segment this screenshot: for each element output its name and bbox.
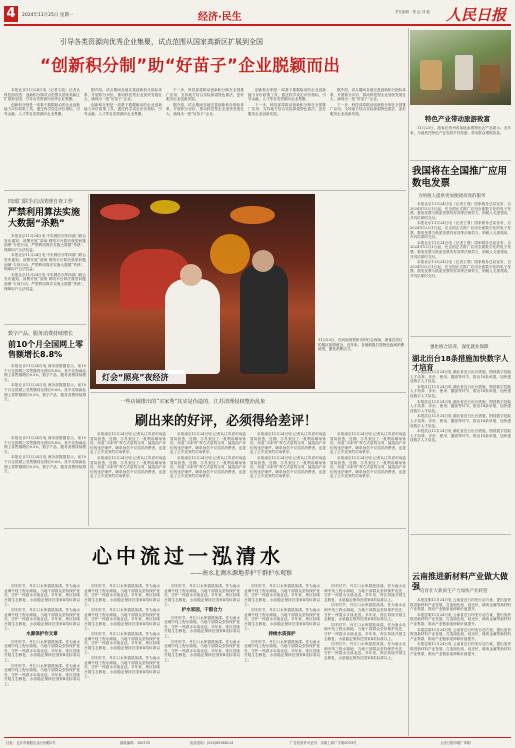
bottom-story-para: 初冬时节，丹江口水库碧波荡漾。作为南水北调中线工程水源地，当地干部群众坚持保护优先，守护一库碧水永续北送。多年来，库区持续开展生态修复，水质稳定保持在国家Ⅱ类标准以上。 [4, 584, 80, 607]
left-story2-para-d: 本报北京11月24日电 商务部数据显示，前10个月全国网上零售额同比增长8.8%，其中实物商品网上零售额增长8.3%，数字产品、服务消费持续增长。 [4, 455, 86, 474]
editor-line: 责任编辑：程 远 刘 健 [395, 10, 430, 14]
middle-story-para-f: 本报南京11月24日电 记者从江苏省市场监管局获悉，近期，江苏查处了一批利用刷单炒信、伪造“买家秀”等方式虚构交易、编造用户评价的违法案件。刷单炒信不仅误导消费者，也扰乱了公平竞争的市场秩序。 [250, 455, 326, 479]
right-story3-headline: 云南推进新材料产业做大做强 [412, 572, 508, 591]
bottom-story-para-o: 初冬时节，丹江口水库碧波荡漾。作为南水北调中线工程水源地，当地干部群众坚持保护优先，守护一库碧水永续北送。多年来，库区持续开展生态修复，水质稳定保持在国家Ⅱ类标准以上。 [324, 584, 406, 602]
left-story1-kicker: 四部门联手启动清理自查工作 [8, 199, 74, 205]
main-para-3c: 下一步，科技部将推动创新积分制在全国推广应用，支持地方结合实际探索特色做法，更好服务企业创新发展。 [330, 102, 406, 116]
top-right-headline: 特色产业带动旅游致富 [425, 115, 490, 123]
middle-story-para-d: 本报南京11月24日电 记者从江苏省市场监管局获悉，近期，江苏查处了一批利用刷单炒信、伪造“买家秀”等方式虚构交易、编造用户评价的违法案件。刷单炒信不仅误导消费者，也扰乱了公平竞争的市场秩序。 [170, 455, 246, 479]
main-story-col3 [166, 88, 244, 186]
footer-ad: 广告经营许可证号：京朝工商广字第0053号 [290, 741, 357, 745]
column-divider [408, 28, 409, 736]
main-kicker: 引导各类资源向优秀企业集聚，试点范围从国家高新区扩展到全国 [60, 38, 263, 46]
top-right-text: 11月23日，游客在贵州省某地参观特色农产品展示。近年来，当地依托特色产业发展乡村旅游，带动群众增收致富。 [410, 126, 511, 135]
bottom-story-para-c: 初冬时节，丹江口水库碧波荡漾。作为南水北调中线工程水源地，当地干部群众坚持保护优先，守护一库碧水永续北送。多年来，库区持续开展生态修复，水质稳定保持在国家Ⅱ类标准以上。 [4, 639, 80, 662]
left-story2-text-cont [4, 436, 86, 528]
bottom-story-para-f: 初冬时节，丹江口水库碧波荡漾。作为南水北调中线工程水源地，当地干部群众坚持保护优先，守护一库碧水永续北送。多年来，库区持续开展生态修复，水质稳定保持在国家Ⅱ类标准以上。 [84, 607, 160, 631]
top-right-photo [410, 30, 511, 105]
bottom-story-col4 [244, 584, 320, 734]
middle-story-para-g: 本报南京11月24日电 记者从江苏省市场监管局获悉，近期，江苏查处了一批利用刷单炒信、伪造“买家秀”等方式虚构交易、编造用户评价的违法案件。刷单炒信不仅误导消费者，也扰乱了公平竞争的市场秩序。 [330, 432, 406, 455]
right-story1-headline: 我国将在全国推广应用数电发票 [412, 166, 508, 189]
middle-story-col2 [170, 432, 246, 524]
bottom-story-col3 [164, 584, 240, 734]
bottom-section-2: 护水家园，干群合力 [181, 607, 223, 613]
bottom-section-3: 持续水质保护 [268, 631, 296, 637]
right-story2-headline: 湖北出台18条措施加快数字人才培育 [412, 354, 509, 372]
left-story1-para-c: 本报北京11月24日电 中央网信办等四部门联合发布通知，部署开展“清朗·网络平台算法典型问题治理”专项行动，严禁利用算法实施大数据“杀熟”，保障用户合法权益。 [4, 272, 86, 291]
main-story-col5 [330, 88, 406, 186]
right-story3-para-c: 本报昆明11月24日电 云南省近日印发行动方案，提出加快推进新材料产业发展，打造绿色铝、硅光伏、稀贵金属等新材料产业集群，推动产业链条延伸和价值提升。 [410, 627, 511, 641]
divider [90, 392, 406, 393]
bottom-section-1: 水源保护作文章 [26, 631, 58, 637]
main-lead: 本报北京11月24日电（记者王政）记者从科技部获悉：创新积分制试点范围从国家高新区扩展到全国，引导各类资源向优秀企业集聚。 [4, 88, 80, 102]
page-number: 4 [4, 6, 18, 22]
right-story2-para: 本报武汉11月24日电 湖北省近日出台措施，围绕数字技能人才培养、评价、使用、激励等环节，推出18条举措，加快建设数字人才队伍。 [410, 370, 511, 384]
header-rule [4, 24, 511, 26]
bottom-story-para-k: 初冬时节，丹江口水库碧波荡漾。作为南水北调中线工程水源地，当地干部群众坚持保护优先，守护一库碧水永续北送。多年来，库区持续开展生态修复，水质稳定保持在国家Ⅱ类标准以上。 [164, 639, 240, 662]
middle-story-col1 [90, 432, 166, 524]
left-story1-headline: 严禁利用算法实施大数据“杀熟” [8, 208, 81, 229]
middle-story-para-e: 本报南京11月24日电 记者从江苏省市场监管局获悉，近期，江苏查处了一批利用刷单炒信、伪造“买家秀”等方式虚构交易、编造用户评价的违法案件。刷单炒信不仅误导消费者，也扰乱了公平竞争的市场秩序。 [250, 432, 326, 455]
bottom-story-col5 [324, 584, 406, 734]
middle-story-col4 [330, 432, 406, 524]
right-story3-text [410, 598, 511, 734]
footer-print: 人民日报印刷厂印刷 [440, 741, 471, 745]
left-story2-para-b: 本报北京11月24日电 商务部数据显示，前10个月全国网上零售额同比增长8.8%，其中实物商品网上零售额增长8.3%，数字产品、服务消费持续增长。 [4, 383, 86, 402]
footer-phone: 电话查询：(010)65368114 [190, 741, 234, 745]
right-story2-para-d: 本报武汉11月24日电 湖北省近日出台措施，围绕数字技能人才培养、评价、使用、激励等环节，推出18条举措，加快建设数字人才队伍。 [410, 414, 511, 428]
footer-code: 邮政编码：100733 [120, 741, 150, 745]
left-story1-para-b: 本报北京11月24日电 中央网信办等四部门联合发布通知，部署开展“清朗·网络平台算法典型问题治理”专项行动，严禁利用算法实施大数据“杀熟”，保障用户合法权益。 [4, 253, 86, 272]
bottom-story-para-d: 初冬时节，丹江口水库碧波荡漾。作为南水北调中线工程水源地，当地干部群众坚持保护优先，守护一库碧水永续北送。多年来，库区持续开展生态修复，水质稳定保持在国家Ⅱ类标准以上。 [4, 663, 80, 686]
bottom-story-para-e: 初冬时节，丹江口水库碧波荡漾。作为南水北调中线工程水源地，当地干部群众坚持保护优先，守护一库碧水永续北送。多年来，库区持续开展生态修复，水质稳定保持在国家Ⅱ类标准以上。 [84, 584, 160, 607]
bottom-story-para-l: 初冬时节，丹江口水库碧波荡漾。作为南水北调中线工程水源地，当地干部群众坚持保护优先，守护一库碧水永续北送。多年来，库区持续开展生态修复，水质稳定保持在国家Ⅱ类标准以上。 [244, 584, 320, 607]
right-story1-text [410, 202, 511, 332]
right-story1-para-b: 本报北京11月24日电（记者王观）国家税务总局宣布，自2024年12月1日起，在全国正式推广应用全面数字化的电子发票。数电发票与纸质发票具有同等法律效力，纳税人无需领用，开具后即时交付。 [410, 221, 511, 240]
right-story2-kicker: 强化统合培养，深化就业保障 [430, 345, 489, 350]
right-story3-sub: 培育壮大新质生产力加快产业转型 [420, 589, 488, 594]
photo-caption: 11月23日，在河南省郑州市的灯会现场，游客在亮灯的展区拍照留念。近年来，各地积极打造特色夜间消费场景，激发消费活力。 [318, 338, 405, 352]
date-line: 2024年11月25日 星期一 [22, 13, 74, 18]
middle-story-para-c: 本报南京11月24日电 记者从江苏省市场监管局获悉，近期，江苏查处了一批利用刷单炒信、伪造“买家秀”等方式虚构交易、编造用户评价的违法案件。刷单炒信不仅误导消费者，也扰乱了公平竞争的市场秩序。 [170, 432, 246, 455]
bottom-story-col1 [4, 584, 80, 734]
divider [4, 528, 406, 529]
right-story2-text [410, 370, 511, 530]
main-para-2b: 据介绍，试点期间各地完善创新积分指标体系，开展积分评价，推动科技型企业加快发展壮大，涌现出一批“好苗子”企业。 [166, 102, 244, 116]
divider [410, 534, 511, 535]
left-story1-text [4, 234, 86, 322]
right-story2-para-e: 本报武汉11月24日电 湖北省近日出台措施，围绕数字技能人才培养、评价、使用、激励等环节，推出18条举措，加快建设数字人才队伍。 [410, 429, 511, 443]
left-story2-kicker: 数字产品、服务消费持续增长 [8, 331, 74, 337]
main-story-col1 [4, 88, 80, 186]
main-para-3: 下一步，科技部将推动创新积分制在全国推广应用，支持地方结合实际探索特色做法，更好服务企业创新发展。 [166, 88, 244, 102]
main-story-col4 [248, 88, 326, 186]
column-divider [88, 194, 89, 526]
bottom-story-para-j: 初冬时节，丹江口水库碧波荡漾。作为南水北调中线工程水源地，当地干部群众坚持保护优先，守护一库碧水永续北送。多年来，库区持续开展生态修复，水质稳定保持在国家Ⅱ类标准以上。 [164, 615, 240, 638]
right-story3-para: 本报昆明11月24日电 云南省近日印发行动方案，提出加快推进新材料产业发展，打造绿色铝、硅光伏、稀贵金属等新材料产业集群，推动产业链条延伸和价值提升。 [410, 598, 511, 612]
bottom-story-para-p: 初冬时节，丹江口水库碧波荡漾。作为南水北调中线工程水源地，当地干部群众坚持保护优先，守护一库碧水永续北送。多年来，库区持续开展生态修复，水质稳定保持在国家Ⅱ类标准以上。 [324, 603, 406, 622]
main-para-1: 创新积分制是一项基于数据驱动的企业创新能力评价政策工具，通过科学设定评价指标，引导金融、人才等各类资源向企业集聚。 [4, 102, 80, 116]
bottom-story-para-g: 初冬时节，丹江口水库碧波荡漾。作为南水北调中线工程水源地，当地干部群众坚持保护优先，守护一库碧水永续北送。多年来，库区持续开展生态修复，水质稳定保持在国家Ⅱ类标准以上。 [84, 631, 160, 655]
bottom-story-para-n: 初冬时节，丹江口水库碧波荡漾。作为南水北调中线工程水源地，当地干部群众坚持保护优先，守护一库碧水永续北送。多年来，库区持续开展生态修复，水质稳定保持在国家Ⅱ类标准以上。 [244, 639, 320, 662]
divider [410, 160, 511, 161]
bottom-story-para-b: 初冬时节，丹江口水库碧波荡漾。作为南水北调中线工程水源地，当地干部群众坚持保护优先，守护一库碧水永续北送。多年来，库区持续开展生态修复，水质稳定保持在国家Ⅱ类标准以上。 [4, 607, 80, 631]
footer-address: 社址：北京市朝阳区金台西路2号 [6, 741, 56, 745]
right-story1-sub: 为纳税人提供更加便捷高效的服务 [418, 194, 486, 199]
middle-story-para-h: 本报南京11月24日电 记者从江苏省市场监管局获悉，近期，江苏查处了一批利用刷单炒信、伪造“买家秀”等方式虚构交易、编造用户评价的违法案件。刷单炒信不仅误导消费者，也扰乱了公平竞争的市场秩序。 [330, 455, 406, 479]
main-para-1b: 创新积分制是一项基于数据驱动的企业创新能力评价政策工具，通过科学设定评价指标，引导金融、人才等各类资源向企业集聚。 [84, 102, 162, 116]
main-para-3b: 下一步，科技部将推动创新积分制在全国推广应用，支持地方结合实际探索特色做法，更好服务企业创新发展。 [248, 102, 326, 116]
right-story2-para-b: 本报武汉11月24日电 湖北省近日出台措施，围绕数字技能人才培养、评价、使用、激励等环节，推出18条举措，加快建设数字人才队伍。 [410, 384, 511, 398]
left-story2-text [4, 364, 86, 434]
bottom-story-para-h: 初冬时节，丹江口水库碧波荡漾。作为南水北调中线工程水源地，当地干部群众坚持保护优先，守护一库碧水永续北送。多年来，库区持续开展生态修复，水质稳定保持在国家Ⅱ类标准以上。 [84, 655, 160, 679]
bottom-story-para-r: 初冬时节，丹江口水库碧波荡漾。作为南水北调中线工程水源地，当地干部群众坚持保护优先，守护一库碧水永续北送。多年来，库区持续开展生态修复，水质稳定保持在国家Ⅱ类标准以上。 [324, 642, 406, 660]
masthead-logo: 人民日报 [446, 6, 507, 24]
main-para-2: 据介绍，试点期间各地完善创新积分指标体系，开展积分评价，推动科技型企业加快发展壮大，涌现出一批“好苗子”企业。 [84, 88, 162, 102]
main-headline: “创新积分制”助“好苗子”企业脱颖而出 [40, 56, 341, 75]
right-story3-para-b: 本报昆明11月24日电 云南省近日印发行动方案，提出加快推进新材料产业发展，打造绿色铝、硅光伏、稀贵金属等新材料产业集群，推动产业链条延伸和价值提升。 [410, 612, 511, 626]
bottom-story-headline: 心中流过一泓清水 [92, 544, 284, 568]
main-para-1c: 创新积分制是一项基于数据驱动的企业创新能力评价政策工具，通过科学设定评价指标，引导金融、人才等各类资源向企业集聚。 [248, 88, 326, 102]
middle-story-headline: 刷出来的好评，必须得给差评！ [135, 414, 318, 429]
bottom-story-para-i: 初冬时节，丹江口水库碧波荡漾。作为南水北调中线工程水源地，当地干部群众坚持保护优先，守护一库碧水永续北送。多年来，库区持续开展生态修复，水质稳定保持在国家Ⅱ类标准以上。 [164, 584, 240, 607]
main-story-col2 [84, 88, 162, 186]
divider [4, 324, 86, 325]
bottom-story-para-q: 初冬时节，丹江口水库碧波荡漾。作为南水北调中线工程水源地，当地干部群众坚持保护优先，守护一库碧水永续北送。多年来，库区持续开展生态修复，水质稳定保持在国家Ⅱ类标准以上。 [324, 622, 406, 641]
left-story2-para-c: 本报北京11月24日电 商务部数据显示，前10个月全国网上零售额同比增长8.8%，其中实物商品网上零售额增长8.3%，数字产品、服务消费持续增长。 [4, 436, 86, 454]
footer-rule [4, 737, 511, 738]
right-story1-para-c: 本报北京11月24日电（记者王观）国家税务总局宣布，自2024年12月1日起，在全国正式推广应用全面数字化的电子发票。数电发票与纸质发票具有同等法律效力，纳税人无需领用，开具后即时交付。 [410, 240, 511, 259]
right-story1-para-d: 本报北京11月24日电（记者王观）国家税务总局宣布，自2024年12月1日起，在全国正式推广应用全面数字化的电子发票。数电发票与纸质发票具有同等法律效力，纳税人无需领用，开具后即时交付。 [410, 260, 511, 278]
left-story2-para: 本报北京11月24日电 商务部数据显示，前10个月全国网上零售额同比增长8.8%，其中实物商品网上零售额增长8.3%，数字产品、服务消费持续增长。 [4, 364, 86, 382]
lantern-festival-photo [90, 194, 315, 389]
divider [410, 336, 511, 337]
middle-story-col3 [250, 432, 326, 524]
section-title: 经济·民生 [198, 12, 242, 23]
right-story3-para-d: 本报昆明11月24日电 云南省近日印发行动方案，提出加快推进新材料产业发展，打造绿色铝、硅光伏、稀贵金属等新材料产业集群，推动产业链条延伸和价值提升。 [410, 642, 511, 656]
divider [4, 190, 406, 191]
left-story2-headline: 前10个月全国网上零售额增长8.8% [8, 340, 84, 359]
middle-story-para-b: 本报南京11月24日电 记者从江苏省市场监管局获悉，近期，江苏查处了一批利用刷单炒信、伪造“买家秀”等方式虚构交易、编造用户评价的违法案件。刷单炒信不仅误导消费者，也扰乱了公平竞争的市场秩序。 [90, 455, 166, 479]
main-para-2c: 据介绍，试点期间各地完善创新积分指标体系，开展积分评价，推动科技型企业加快发展壮大，涌现出一批“好苗子”企业。 [330, 88, 406, 102]
middle-story-para: 本报南京11月24日电 记者从江苏省市场监管局获悉，近期，江苏查处了一批利用刷单炒信、伪造“买家秀”等方式虚构交易、编造用户评价的违法案件。刷单炒信不仅误导消费者，也扰乱了公平竞争的市场秩序。 [90, 432, 166, 455]
photo-title: 灯会“照亮”夜经济 [102, 373, 169, 382]
right-story1-para: 本报北京11月24日电（记者王观）国家税务总局宣布，自2024年12月1日起，在全国正式推广应用全面数字化的电子发票。数电发票与纸质发票具有同等法律效力，纳税人无需领用，开具后即时交付。 [410, 202, 511, 220]
bottom-story-col2 [84, 584, 160, 734]
middle-story-kicker: 一些店铺推出的“买家秀”其实是伪造的，江苏清理侵权整治乱象 [120, 399, 266, 405]
right-story2-para-c: 本报武汉11月24日电 湖北省近日出台措施，围绕数字技能人才培养、评价、使用、激励等环节，推出18条举措，加快建设数字人才队伍。 [410, 399, 511, 413]
left-story1-para: 本报北京11月24日电 中央网信办等四部门联合发布通知，部署开展“清朗·网络平台算法典型问题治理”专项行动，严禁利用算法实施大数据“杀熟”，保障用户合法权益。 [4, 234, 86, 252]
bottom-story-para-m: 初冬时节，丹江口水库碧波荡漾。作为南水北调中线工程水源地，当地干部群众坚持保护优先，守护一库碧水永续北送。多年来，库区持续开展生态修复，水质稳定保持在国家Ⅱ类标准以上。 [244, 607, 320, 631]
bottom-story-sub: ——南水北调水源地养护干群护水观察 [190, 570, 293, 577]
